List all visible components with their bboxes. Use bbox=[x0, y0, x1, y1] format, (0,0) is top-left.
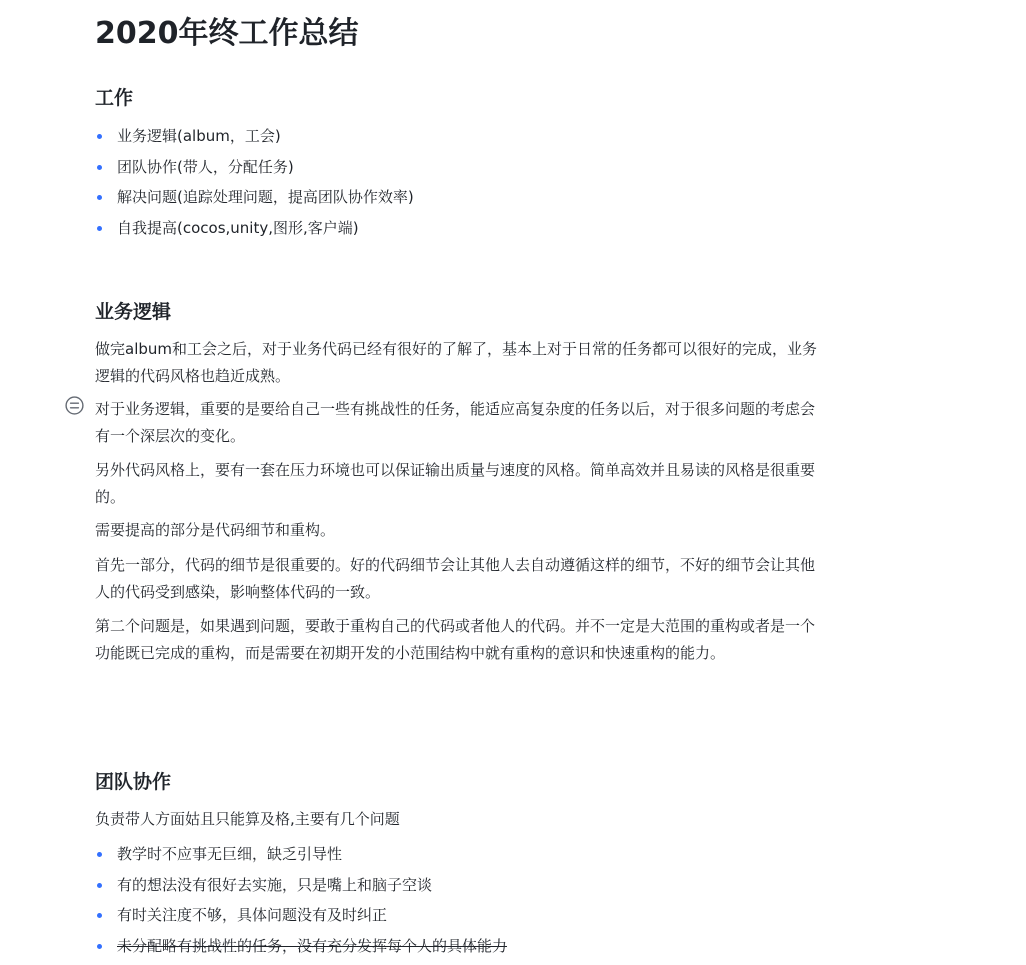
list-item[interactable]: 解决问题(追踪处理问题，提高团队协作效率) bbox=[95, 185, 414, 216]
bullet-dot-icon bbox=[97, 944, 102, 949]
bullet-dot-icon bbox=[97, 913, 102, 918]
paragraph[interactable]: 第二个问题是，如果遇到问题，要敢于重构自己的代码或者他人的代码。并不一定是大范围的重构或者是一个功能既已完成的重构，而是需要在初期开发的小范围结构中就有重构的意识和快速重构的能力。 bbox=[95, 617, 816, 662]
bullet-dot-icon bbox=[97, 883, 102, 888]
strikethrough-text: 未分配略有挑战性的任务，没有充分发挥每个人的具体能力 bbox=[117, 936, 508, 955]
paragraph[interactable]: 做完album和工会之后，对于业务代码已经有很好的了解了，基本上对于日常的任务都可以很好的完成，业务逻辑的代码风格也趋近成熟。 bbox=[95, 340, 818, 385]
page-title[interactable]: 2020年终工作总结 bbox=[95, 16, 359, 51]
paragraph[interactable]: 负责带人方面姑且只能算及格,主要有几个问题 bbox=[95, 810, 400, 828]
bullet-dot-icon bbox=[97, 165, 102, 170]
paragraph[interactable]: 需要提高的部分是代码细节和重构。 bbox=[95, 521, 336, 539]
bullet-dot-icon bbox=[97, 852, 102, 857]
work-list bbox=[95, 124, 414, 246]
heading-team[interactable]: 团队协作 bbox=[95, 771, 172, 793]
list-item[interactable]: 业务逻辑(album，工会) bbox=[95, 124, 414, 155]
bullet-dot-icon bbox=[97, 195, 102, 200]
list-item[interactable]: 团队协作(带人，分配任务) bbox=[95, 155, 414, 186]
list-item[interactable] bbox=[95, 934, 507, 965]
heading-business[interactable]: 业务逻辑 bbox=[95, 301, 172, 323]
list-item[interactable]: 有时关注度不够，具体问题没有及时纠正 bbox=[95, 903, 507, 934]
team-list bbox=[95, 842, 507, 964]
paragraph[interactable]: 另外代码风格上，要有一套在压力环境也可以保证输出质量与速度的风格。简单高效并且易读的风格是很重要的。 bbox=[95, 461, 816, 506]
paragraph-with-comment[interactable] bbox=[95, 396, 817, 449]
bullet-dot-icon bbox=[97, 226, 102, 231]
comment-icon[interactable] bbox=[65, 396, 84, 415]
list-item[interactable]: 自我提高(cocos,unity,图形,客户端) bbox=[95, 216, 414, 247]
paragraph[interactable]: 首先一部分，代码的细节是很重要的。好的代码细节会让其他人去自动遵循这样的细节，不好的细节会让其他人的代码受到感染，影响整体代码的一致。 bbox=[95, 556, 816, 601]
list-item[interactable]: 教学时不应事无巨细，缺乏引导性 bbox=[95, 842, 507, 873]
paragraph-text: 对于业务逻辑，重要的是要给自己一些有挑战性的任务，能适应高复杂度的任务以后，对于很多问题的考虑会有一个深层次的变化。 bbox=[95, 400, 816, 445]
heading-work[interactable]: 工作 bbox=[95, 87, 134, 109]
bullet-dot-icon bbox=[97, 134, 102, 139]
list-item[interactable]: 有的想法没有很好去实施，只是嘴上和脑子空谈 bbox=[95, 873, 507, 904]
